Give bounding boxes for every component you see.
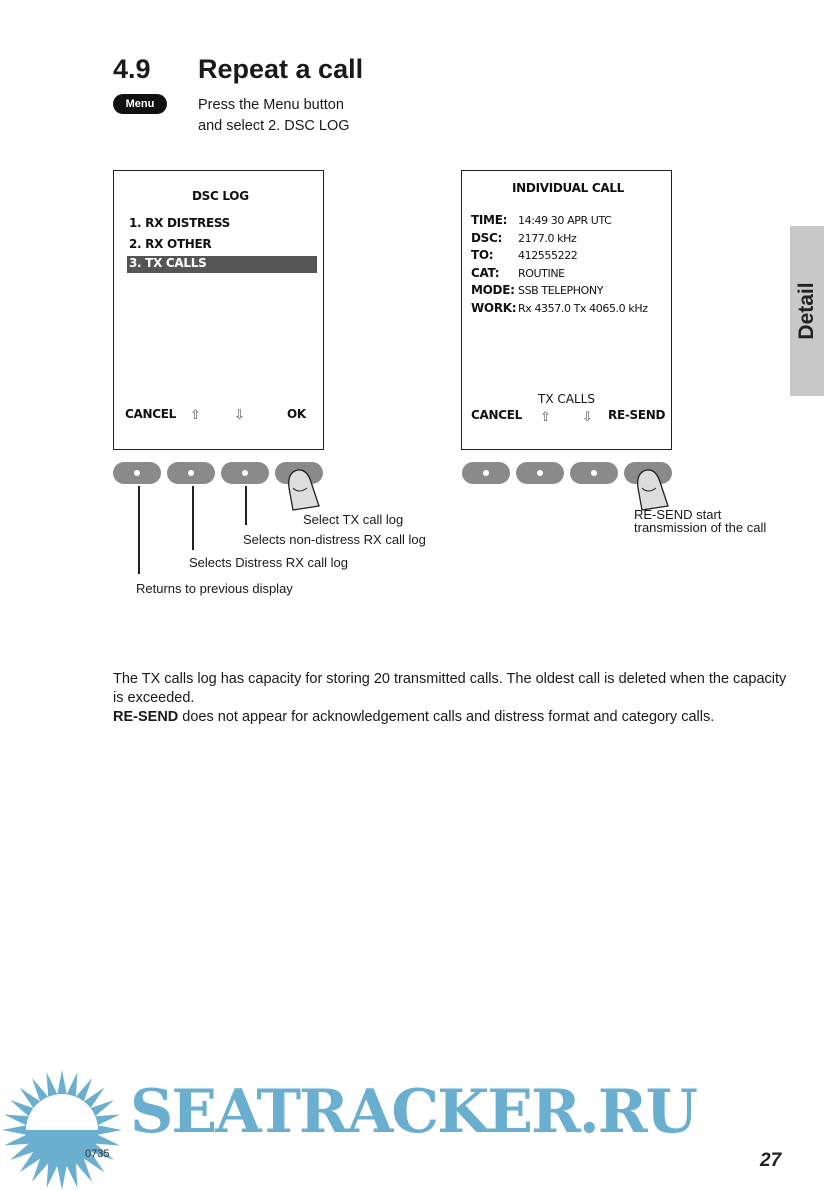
- softkey-1-button[interactable]: [462, 462, 510, 484]
- sun-logo-icon: [0, 1068, 128, 1190]
- softkey-3-button[interactable]: [221, 462, 269, 484]
- down-arrow-icon: ⇩: [234, 408, 245, 423]
- callout-return: Returns to previous display: [136, 581, 293, 596]
- dsc-log-screen: [113, 170, 324, 450]
- field-value: SSB TELEPHONY: [518, 284, 604, 297]
- paragraph: [113, 708, 793, 727]
- leader-line: [138, 486, 140, 574]
- field-value: Rx 4357.0 Tx 4065.0 kHz: [518, 301, 648, 315]
- field-value: 412555222: [518, 249, 578, 262]
- callout-non-distress: Selects non-distress RX call log: [243, 532, 426, 547]
- softkey-resend-label: RE-SEND: [608, 408, 666, 422]
- leader-line: [245, 486, 247, 525]
- softkey-2-button[interactable]: [516, 462, 564, 484]
- screen-title: INDIVIDUAL CALL: [512, 181, 625, 195]
- field-value: ROUTINE: [518, 266, 565, 280]
- field-value: 2177.0 kHz: [518, 231, 577, 245]
- callout-select-tx: Select TX call log: [303, 512, 404, 527]
- menu-item-rx-distress[interactable]: 1. RX DISTRESS: [129, 216, 230, 230]
- callout-distress: Selects Distress RX call log: [189, 555, 348, 570]
- intro-text: [198, 95, 350, 137]
- page-number: 27: [760, 1150, 782, 1171]
- field-label: TO:: [471, 248, 494, 262]
- section-title: Repeat a call: [198, 54, 364, 84]
- side-tab-label: Detail: [795, 282, 818, 340]
- bold-term: RE-SEND: [113, 709, 179, 725]
- menu-item-rx-other[interactable]: 2. RX OTHER: [129, 237, 212, 251]
- up-arrow-icon: ⇧: [540, 410, 551, 425]
- paragraph: The TX calls log has capacity for storing 20 transmitted calls. The oldest call is deleted when the capacity is exceeded.: [113, 671, 787, 706]
- finger-press-icon: [285, 466, 325, 516]
- body-text: [113, 670, 793, 727]
- menu-item-tx-calls[interactable]: 3. TX CALLS: [127, 256, 317, 273]
- softkey-cancel-label: CANCEL: [125, 407, 176, 421]
- intro-line: Press the Menu button: [198, 97, 344, 113]
- paragraph-rest: does not appear for acknowledgement calls and distress format and category calls.: [178, 709, 715, 725]
- callout-line: RE-SEND start: [634, 507, 722, 522]
- softkey-cancel-label: CANCEL: [471, 408, 522, 422]
- intro-line: and select 2. DSC LOG: [198, 118, 350, 134]
- softkey-1-button[interactable]: [113, 462, 161, 484]
- document-code: 0735: [85, 1148, 110, 1160]
- softkey-3-button[interactable]: [570, 462, 618, 484]
- leader-line: [192, 486, 194, 550]
- watermark-logo: SEATRACKER.RU: [130, 1077, 696, 1147]
- individual-call-screen: [461, 170, 672, 450]
- field-value: 14:49 30 APR UTC: [518, 214, 612, 227]
- section-number: 4.9: [113, 54, 151, 84]
- field-label: TIME:: [471, 213, 508, 227]
- callout-resend: [634, 508, 766, 534]
- callout-line: transmission of the call: [634, 520, 767, 535]
- field-label: MODE:: [471, 283, 515, 297]
- down-arrow-icon: ⇩: [582, 410, 593, 425]
- side-tab-detail: [790, 226, 824, 396]
- softkey-ok-label: OK: [287, 407, 306, 421]
- field-label: WORK:: [471, 300, 517, 315]
- menu-key-badge: Menu: [113, 94, 167, 114]
- field-label: DSC:: [471, 230, 503, 245]
- screen-footer-label: TX CALLS: [538, 392, 595, 406]
- up-arrow-icon: ⇧: [190, 408, 201, 423]
- softkey-2-button[interactable]: [167, 462, 215, 484]
- field-label: CAT:: [471, 265, 500, 280]
- screen-title: DSC LOG: [192, 189, 249, 203]
